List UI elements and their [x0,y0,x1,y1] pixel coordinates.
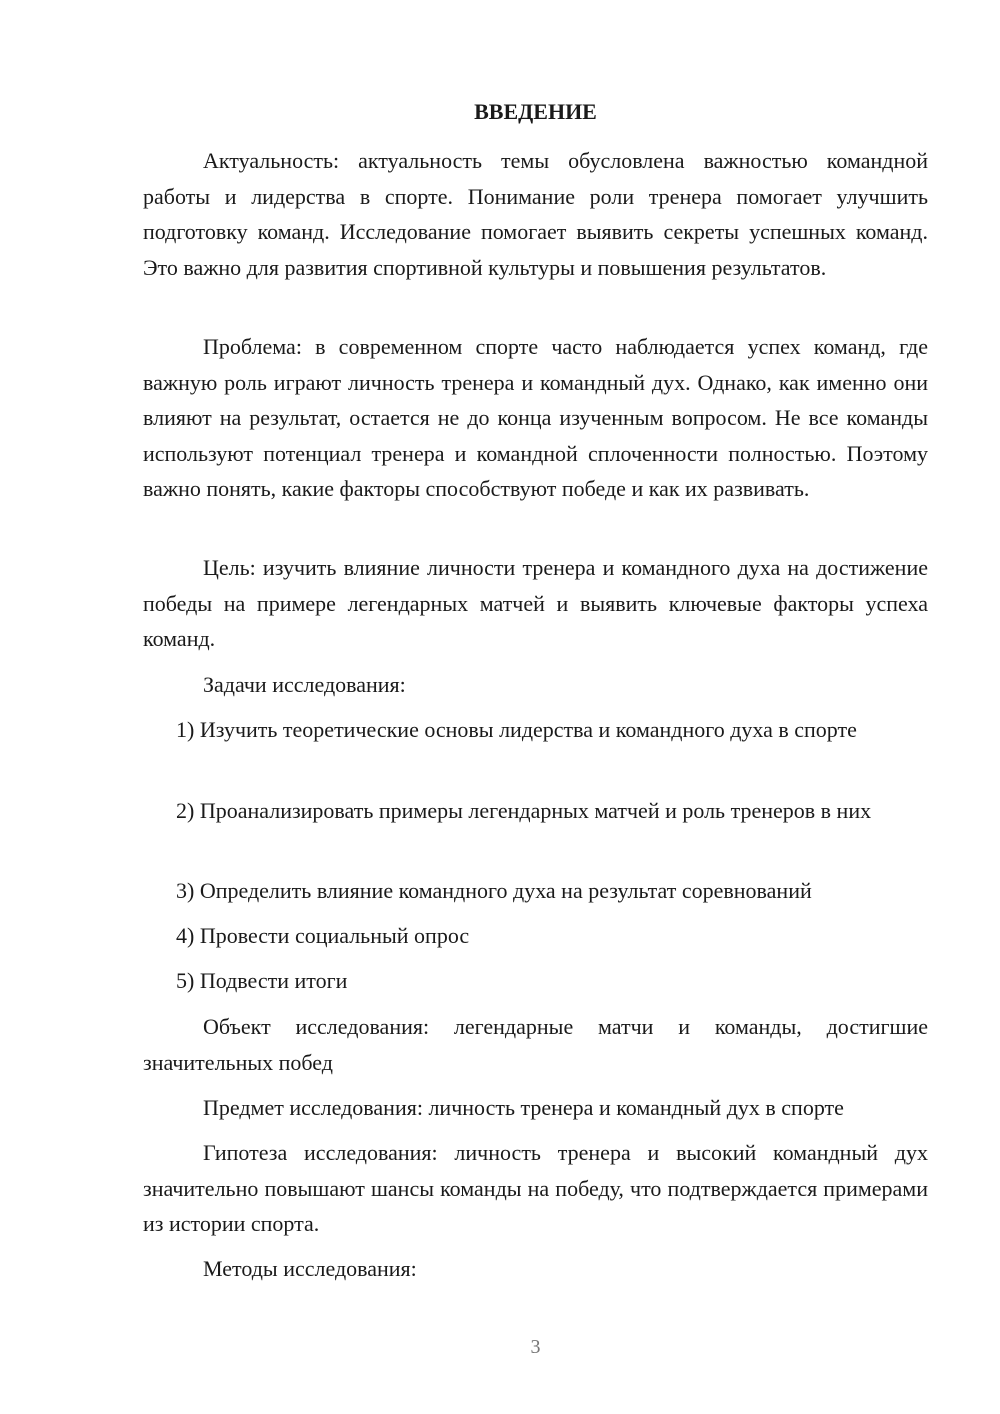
task-item-3: 3) Определить влияние командного духа на результат соревнований [176,878,812,903]
tasks-title: Задачи исследования: [203,672,406,697]
task-item-2: 2) Проанализировать примеры легендарных матчей и роль тренеров в них [176,798,872,823]
page-title: ВВЕДЕНИЕ [474,99,597,124]
relevance-paragraph: Актуальность: актуальность темы обусловлена важностью командной работы и лидерства в спорте. Понимание роли тренера помогает улучшить подготовку команд. Исследование помогает выявить секреты успешных команд. Это важно для развития спортивной культуры и повышения результатов. [143,148,928,280]
task-item-1: 1) Изучить теоретические основы лидерства и командного духа в спорте [176,717,857,742]
goal-paragraph: Цель: изучить влияние личности тренера и командного духа на достижение победы на примере легендарных матчей и выявить ключевые факторы успеха команд. [143,555,928,651]
problem-paragraph: Проблема: в современном спорте часто наблюдается успех команд, где важную роль играют личность тренера и командный дух. Однако, как именно они влияют на результат, остается не до конца изученным вопросом. Не все команды используют потенциал тренера и командной сплоченности полностью. Поэтому важно понять, какие факторы способствуют победе и как их развивать. [143,334,928,501]
methods-title: Методы исследования: [203,1256,417,1281]
task-item-4: 4) Провести социальный опрос [176,923,470,948]
object-paragraph: Объект исследования: легендарные матчи и команды, достигшие значительных побед [143,1014,928,1075]
subject-paragraph: Предмет исследования: личность тренера и командный дух в спорте [203,1095,844,1120]
task-item-5: 5) Подвести итоги [176,968,348,993]
hypothesis-paragraph: Гипотеза исследования: личность тренера и высокий командный дух значительно повышают шансы команды на победу, что подтверждается примерами из истории спорта. [143,1140,928,1236]
page-number: 3 [530,1336,541,1358]
